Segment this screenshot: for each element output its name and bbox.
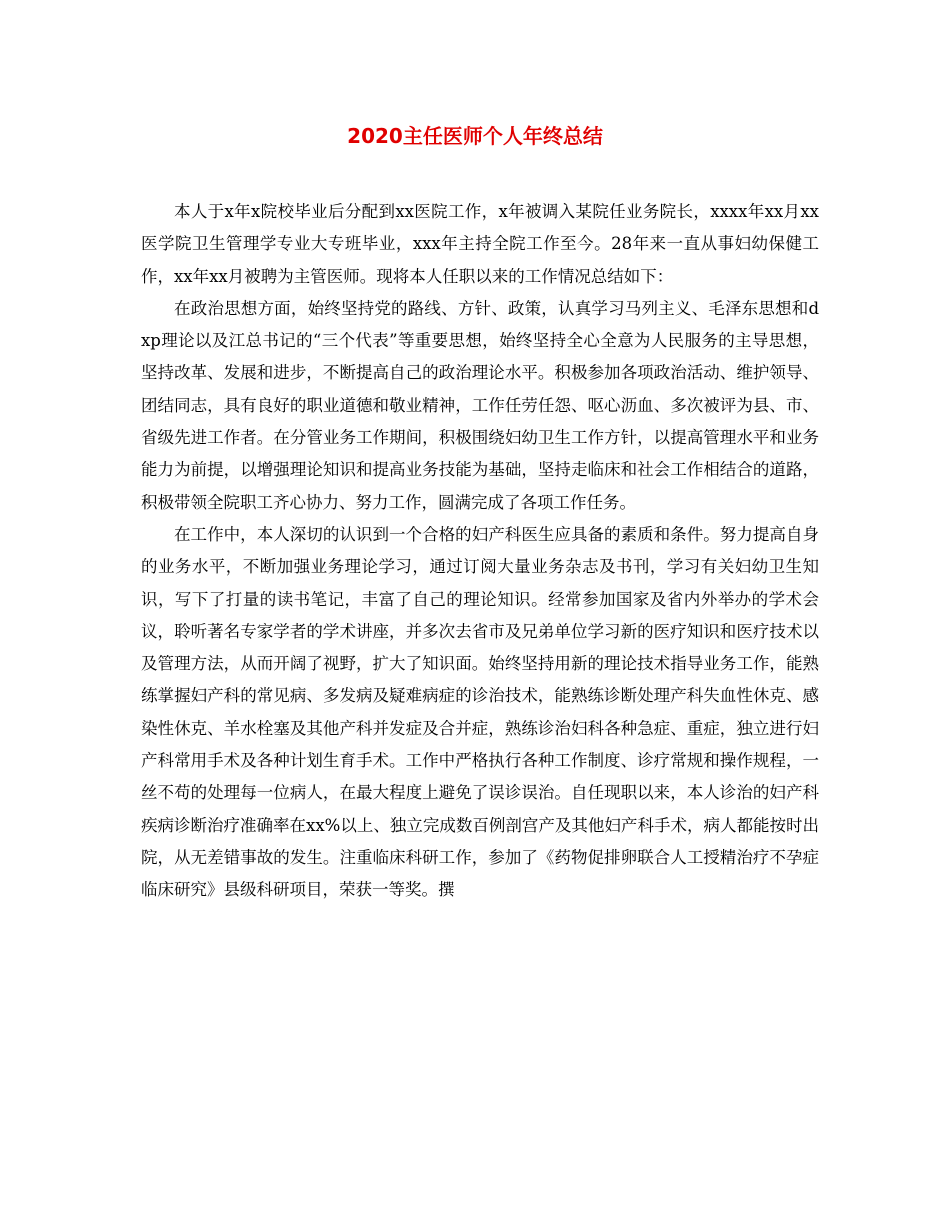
paragraph-political: 在政治思想方面，始终坚持党的路线、方针、政策，认真学习马列主义、毛泽东思想和dxp理论以及江总书记的“三个代表”等重要思想，始终坚持全心全意为人民服务的主导思想，坚持改革、发展和进步，不断提高自己的政治理论水平。积极参加各项政治活动、维护领导、团结同志，具有良好的职业道德和敬业精神，工作任劳任怨、呕心沥血、多次被评为县、市、省级先进工作者。在分管业务工作期间，积极围绕妇幼卫生工作方针，以提高管理水平和业务能力为前提，以增强理论知识和提高业务技能为基础，坚持走临床和社会工作相结合的道路，积极带领全院职工齐心协力、努力工作，圆满完成了各项工作任务。 [141,298,819,512]
document-title: 2020主任医师个人年终总结 [347,124,603,148]
paragraph-intro: 本人于x年x院校毕业后分配到xx医院工作，x年被调入某院任业务院长，xxxx年xx月xx医学院卫生管理学专业大专班毕业，xxx年主持全院工作至今。28年来一直从事妇幼保健工作，xx年xx月被聘为主管医师。现将本人任职以来的工作情况总结如下： [141,202,819,286]
document-body [141,196,819,907]
paragraph-work: 在工作中，本人深切的认识到一个合格的妇产科医生应具备的素质和条件。努力提高自身的业务水平，不断加强业务理论学习，通过订阅大量业务杂志及书刊，学习有关妇幼卫生知识，写下了打量的读书笔记，丰富了自己的理论知识。经常参加国家及省内外举办的学术会议，聆听著名专家学者的学术讲座，并多次去省市及兄弟单位学习新的医疗知识和医疗技术以及管理方法，从而开阔了视野，扩大了知识面。始终坚持用新的理论技术指导业务工作，能熟练掌握妇产科的常见病、多发病及疑难病症的诊治技术，能熟练诊断处理产科失血性休克、感染性休克、羊水栓塞及其他产科并发症及合并症，熟练诊治妇科各种急症、重症，独立进行妇产科常用手术及各种计划生育手术。工作中严格执行各种工作制度、诊疗常规和操作规程，一丝不苟的处理每一位病人，在最大程度上避免了误诊误治。自任现职以来，本人诊治的妇产科疾病诊断治疗准确率在xx%以上、独立完成数百例剖宫产及其他妇产科手术，病人都能按时出院，从无差错事故的发生。注重临床科研工作，参加了《药物促排卵联合人工授精治疗不孕症临床研究》县级科研项目，荣获一等奖。撰 [141,524,819,900]
